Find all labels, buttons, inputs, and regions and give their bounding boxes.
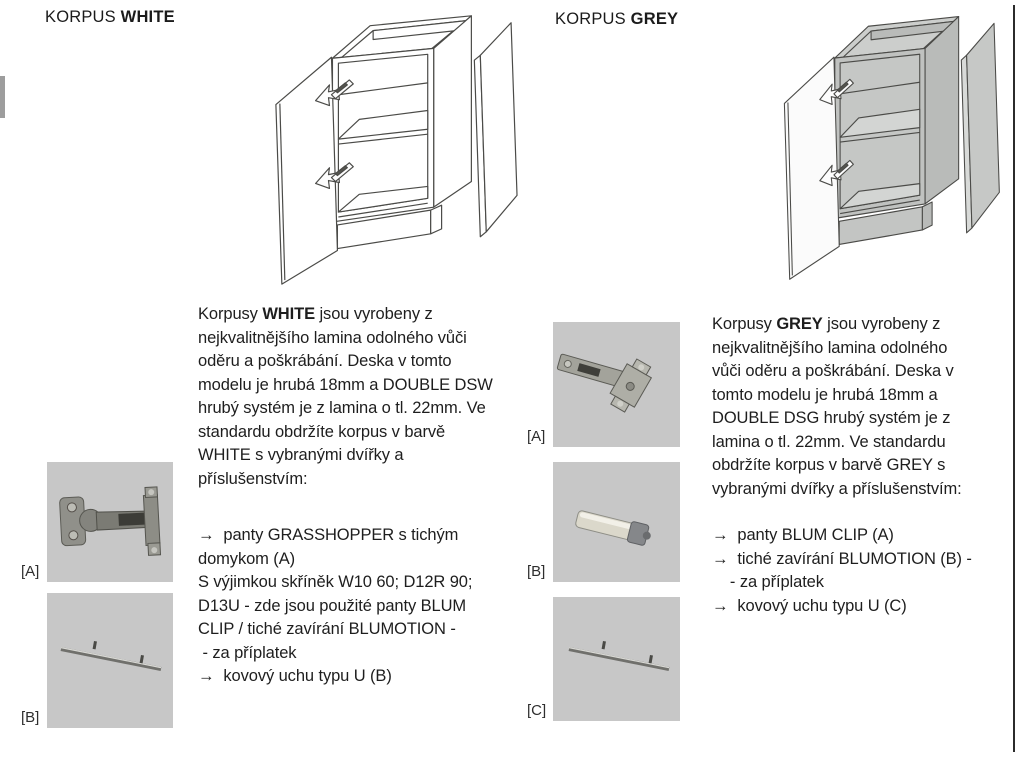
damper-illustration (553, 462, 680, 582)
text-line: hrubý systém je z lamina o tl. 22mm. Ve (198, 399, 486, 417)
text-line: nejkvalitnějšího lamina odolného (712, 338, 948, 357)
photo-label-b: [B] (527, 563, 546, 580)
text-line: → panty GRASSHOPPER s tichým (198, 526, 459, 544)
text-line: nejkvalitnějšího lamina odolného vůči (198, 328, 467, 347)
text-line: D13U - zde jsou použité panty BLUM (198, 596, 467, 615)
text-line: domykom (A) (198, 549, 295, 568)
text-line: → kovový uchu typu U (B) (198, 667, 392, 685)
text-line: - za příplatek (198, 643, 297, 662)
text-line: CLIP / tiché zavírání BLUMOTION - (198, 620, 456, 638)
hinge-illustration (47, 462, 173, 582)
u-handle-photo (21, 593, 173, 728)
title-prefix: KORPUS (555, 10, 631, 28)
korpus-grey-title (555, 10, 678, 29)
text-line: Korpusy WHITE jsou vyrobeny z (198, 305, 433, 323)
text-line: vůči oděru a poškrábání. Deska v (712, 362, 954, 380)
text-line: WHITE s vybranými dvířky a (198, 446, 404, 464)
photo-label-a: [A] (21, 563, 40, 580)
hinge-illustration (553, 322, 680, 447)
handle-illustration (47, 593, 173, 728)
text-line: Korpusy GREY jsou vyrobeny z (712, 315, 941, 333)
text-line: S výjimkou skříněk W10 60; D12R 90; (198, 573, 473, 591)
text-line: → kovový uchu typu U (C) (712, 596, 907, 615)
photo-label-c: [C] (527, 702, 547, 719)
text-line: tomto modelu je hrubá 18mm a (712, 385, 938, 404)
u-handle-photo (527, 597, 680, 721)
grey-description (712, 313, 1012, 501)
title-prefix: KORPUS (45, 8, 121, 26)
title-variant: WHITE (120, 8, 175, 26)
korpus-white-title (45, 8, 175, 27)
cabinet-drawing-white (262, 4, 520, 290)
photo-label-b: [B] (21, 709, 40, 726)
text-line: obdržíte korpus v barvě GREY s (712, 456, 946, 474)
text-line: DOUBLE DSG hrubý systém je z (712, 409, 951, 427)
page-edge-rule (1013, 5, 1015, 752)
photo-label-a: [A] (527, 428, 546, 445)
grey-features (712, 524, 1012, 618)
white-description (198, 303, 528, 491)
handle-illustration (553, 597, 680, 721)
cabinet-drawing-grey (772, 5, 1002, 285)
text-line: příslušenstvím: (198, 469, 308, 488)
grasshopper-hinge-photo (21, 462, 173, 582)
text-line: modelu je hrubá 18mm a DOUBLE DSW (198, 375, 493, 394)
text-line: → panty BLUM CLIP (A) (712, 526, 894, 544)
text-line: lamina o tl. 22mm. Ve standardu (712, 432, 946, 451)
blum-clip-hinge-photo (527, 322, 680, 447)
text-line: oděru a poškrábání. Deska v tomto (198, 352, 452, 370)
text-line: - za příplatek (712, 573, 824, 591)
text-line: vybranými dvířky a příslušenstvím: (712, 479, 962, 498)
scan-artifact (0, 76, 5, 118)
blumotion-damper-photo (527, 462, 680, 582)
title-variant: GREY (630, 10, 679, 28)
text-line: → tiché zavírání BLUMOTION (B) - (712, 549, 972, 568)
text-line: standardu obdržíte korpus v barvě (198, 422, 446, 441)
white-features (198, 524, 528, 689)
